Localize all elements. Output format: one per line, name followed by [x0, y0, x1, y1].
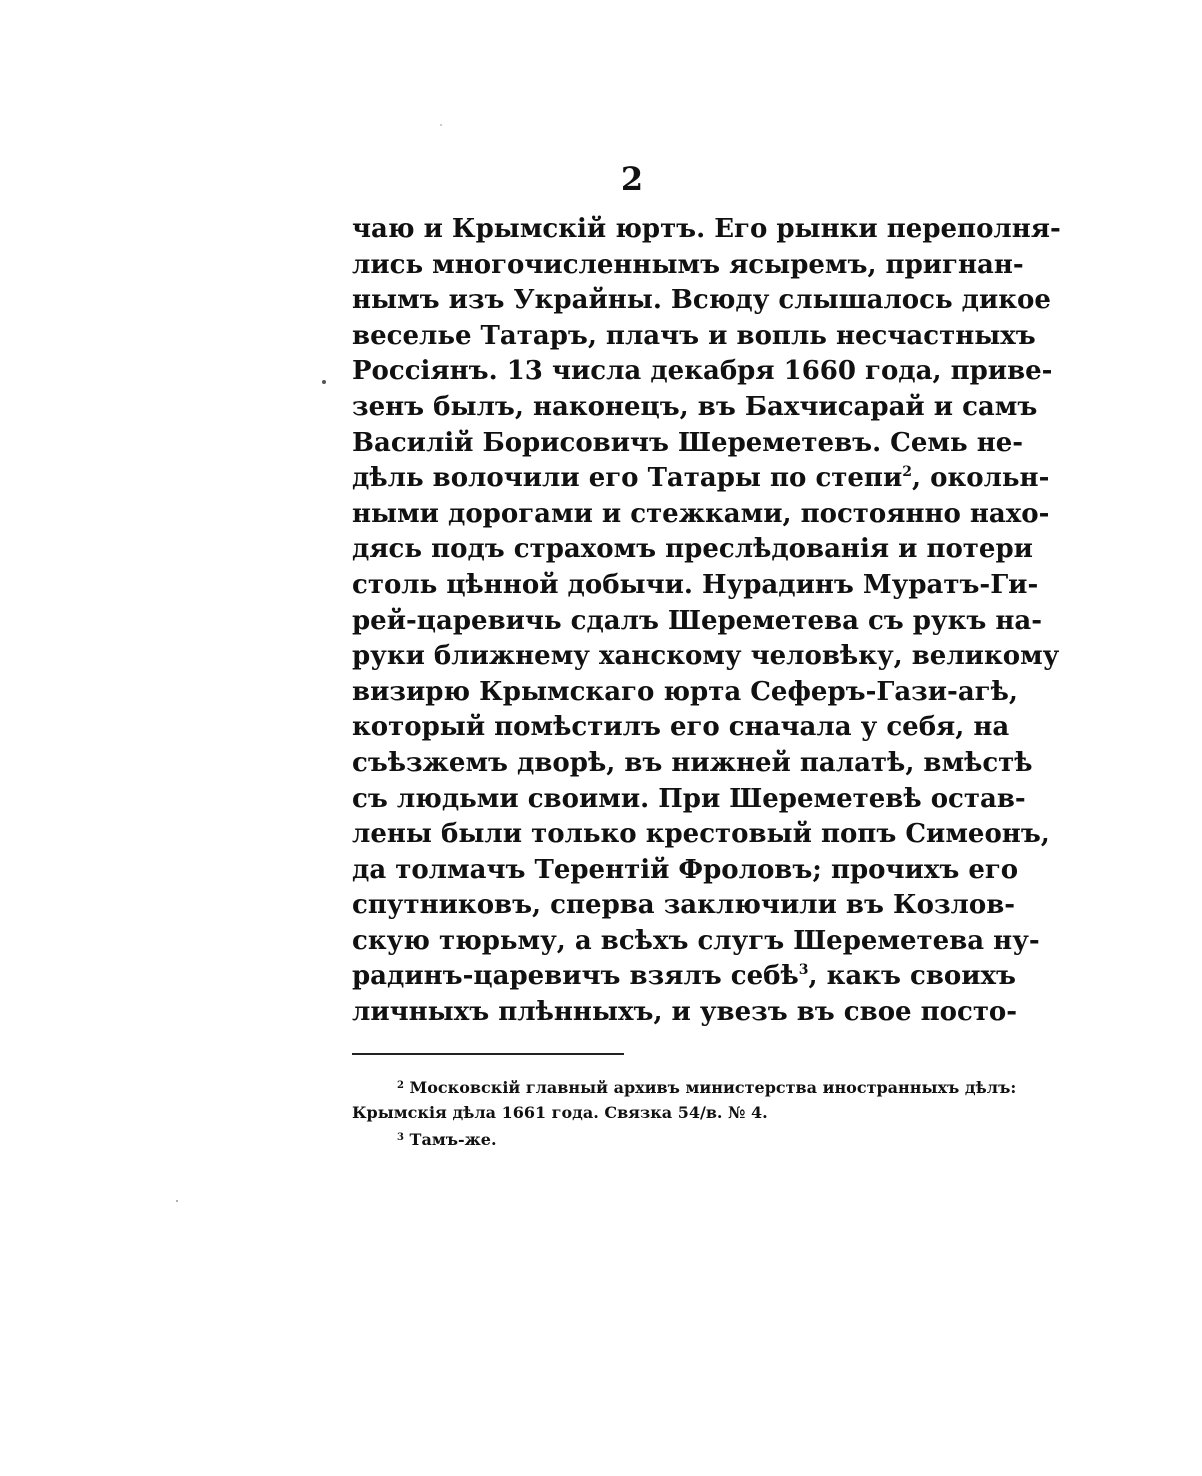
text-line: дѣль волочили его Татары по степи$^2$, окольн-: [352, 463, 1050, 494]
footnote-mark: 3: [397, 1132, 404, 1143]
text-line: скую тюрьму, а всѣхъ слугъ Шереметева ну-: [352, 925, 1040, 956]
footnote-ref-2: 2: [902, 464, 912, 481]
text-line: спутниковъ, сперва заключили въ Козлов-: [352, 890, 1016, 921]
text-line: лены были только крестовый попъ Симеонъ,: [352, 819, 1050, 850]
text-line: да толмачъ Терентій Фроловъ; прочихъ его: [352, 854, 1019, 885]
footnote-ref-3: 3: [798, 962, 809, 979]
text-line: радинъ-царевичъ взялъ себѣ$^3$, какъ своихъ: [352, 961, 1016, 992]
scan-speck: [176, 1200, 178, 1202]
text-line: Василій Борисовичъ Шереметевъ. Семь не-: [352, 427, 1024, 458]
text-line: который помѣстилъ его сначала у себя, на: [352, 712, 1010, 743]
footnote-3: $^3$ Тамъ-же.: [397, 1130, 497, 1149]
text-line: съ людьми своими. При Шереметевѣ остав-: [352, 783, 1026, 814]
scan-speck: [440, 124, 442, 126]
text-line: чаю и Крымскій юртъ. Его рынки переполня-: [352, 214, 1061, 244]
footnote-2: $^2$ Московскій главный архивъ министерства иностранныхъ дѣлъ:: [397, 1078, 1017, 1097]
text-line: лись многочисленнымъ ясыремъ, пригнан-: [352, 249, 1024, 280]
page-number: 2: [620, 160, 644, 198]
body-text: [352, 212, 1061, 1031]
text-line: ными дорогами и стежками, постоянно нахо-: [352, 498, 1050, 529]
text-line: столь цѣнной добычи. Нурадинъ Муратъ-Ги-: [352, 569, 1039, 600]
footnote-rule: [352, 1053, 624, 1055]
text-line: руки ближнему ханскому человѣку, великому: [352, 641, 1060, 672]
footnote-mark: 2: [397, 1080, 404, 1091]
text-line: визирю Крымскаго юрта Сеферъ-Гази-агѣ,: [352, 676, 1018, 707]
text-line: нымъ изъ Украйны. Всюду слышалось дикое: [352, 285, 1051, 316]
scan-speck: [322, 380, 326, 384]
text-line: дясь подъ страхомъ преслѣдованія и потери: [352, 534, 1033, 565]
text-line: личныхъ плѣнныхъ, и увезъ въ свое посто-: [352, 997, 1018, 1028]
footnotes: [352, 1073, 1017, 1152]
text-line: рей-царевичь сдалъ Шереметева съ рукъ на-: [352, 605, 1043, 636]
text-line: съѣзжемъ дворѣ, въ нижней палатѣ, вмѣстѣ: [352, 747, 1033, 778]
text-line: Россіянъ. 13 числа декабря 1660 года, приве-: [352, 356, 1053, 387]
footnote-2-continued: Крымскія дѣла 1661 года. Связка 54/в. № 4.: [352, 1103, 768, 1122]
text-line: зенъ былъ, наконецъ, въ Бахчисарай и самъ: [352, 391, 1038, 422]
text-line: веселье Татаръ, плачъ и вопль несчастныхъ: [352, 320, 1036, 351]
